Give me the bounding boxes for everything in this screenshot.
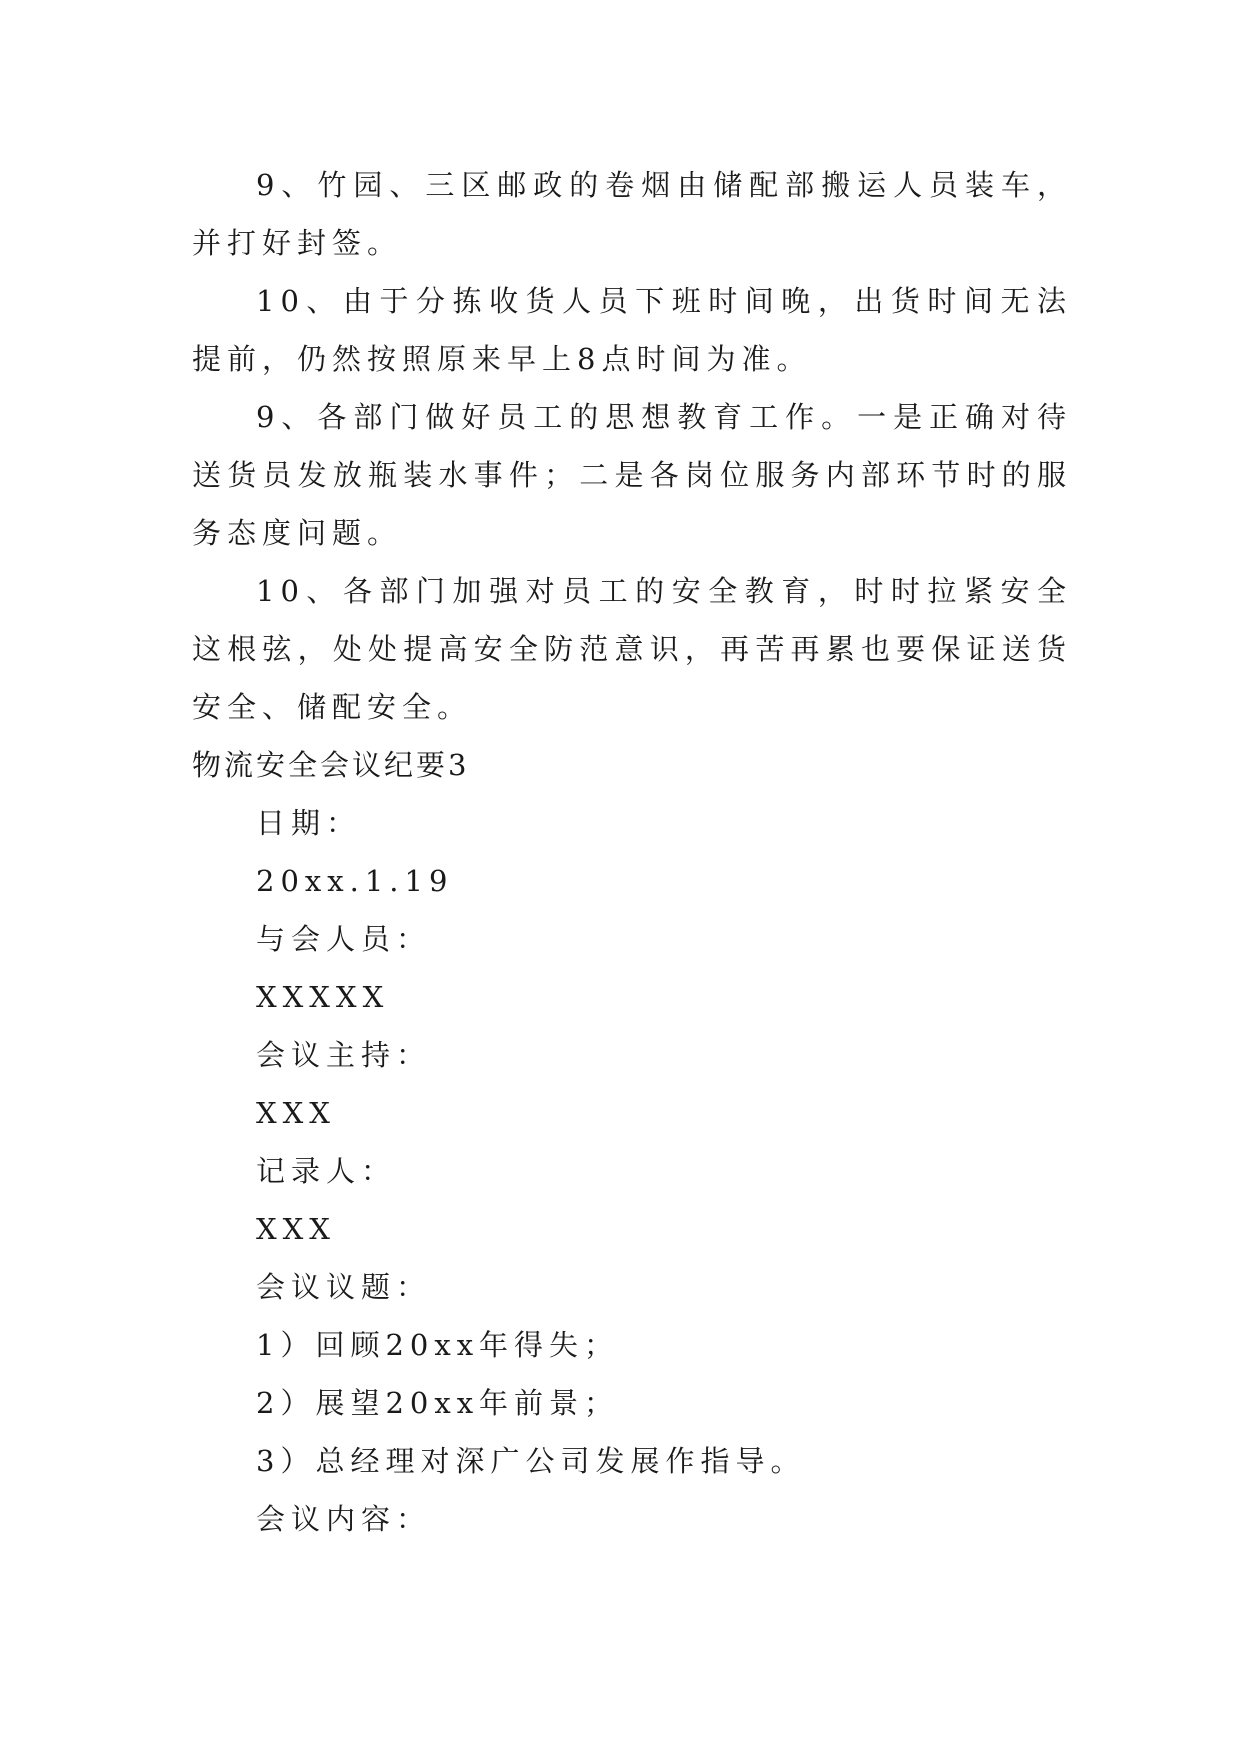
topic-item: 2）展望20xx年前景； [256, 1386, 620, 1420]
host-value: XXX [256, 1096, 336, 1130]
paragraph-item-10-shipping-time: 10、由于分拣收货人员下班时间晚，出货时间无法提前，仍然按照原来早上8点时间为准。 [192, 284, 1072, 376]
document-body [192, 156, 1072, 1548]
attendees-label: 与会人员： [256, 922, 432, 956]
paragraph-item-9-loading: 9、竹园、三区邮政的卷烟由储配部搬运人员装车，并打好封签。 [192, 168, 1072, 260]
paragraph-item-9-education: 9、各部门做好员工的思想教育工作。一是正确对待送货员发放瓶装水事件；二是各岗位服务内部环节时的服务态度问题。 [192, 400, 1072, 550]
content-label: 会议内容： [256, 1502, 432, 1536]
recorder-label: 记录人： [256, 1154, 397, 1188]
date-value: 20xx.1.19 [256, 864, 454, 898]
topic-item: 1）回顾20xx年得失； [256, 1328, 620, 1362]
paragraph-item-10-safety: 10、各部门加强对员工的安全教育，时时拉紧安全这根弦，处处提高安全防范意识，再苦再累也要保证送货安全、储配安全。 [192, 574, 1072, 724]
host-label: 会议主持： [256, 1038, 432, 1072]
topics-label: 会议议题： [256, 1270, 432, 1304]
topic-item: 3）总经理对深广公司发展作指导。 [256, 1444, 806, 1478]
attendees-value: XXXXX [256, 980, 390, 1014]
date-label: 日期： [256, 806, 362, 840]
section-title: 物流安全会议纪要3 [192, 748, 470, 782]
recorder-value: XXX [256, 1212, 336, 1246]
